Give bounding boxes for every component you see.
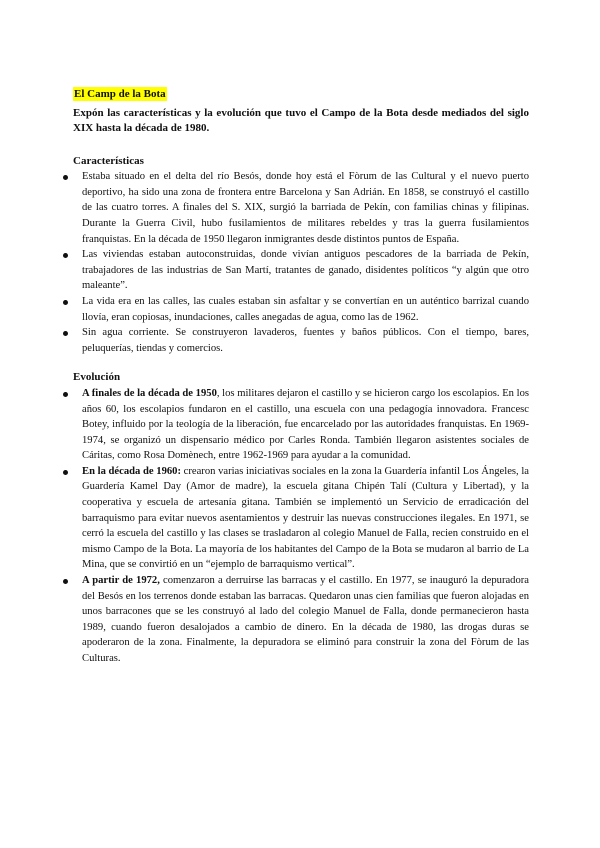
list-item-text: , los militares dejaron el castillo y se hicieron cargo los escolapios. En los años 60, los escolapios fundaron en el castillo, una escuela con una pedagogía innovadora. Francesc Botey, influido por la teología de la liberación, fue encarcelado por las autoridades franquistas. En 1969-1974, se organizó un dispensario médico por Carles Ronda. También llegaron asistentes sociales de Cáritas, como Rosa Domènech, entre 1962-1969 para ayudar a la comunidad. xyxy=(82,387,530,462)
list-item xyxy=(73,247,529,294)
bullet-icon xyxy=(63,300,68,305)
essay-question: Expón las características y la evolución que tuvo el Campo de la Bota desde mediados del siglo XIX hasta la década de 1980. xyxy=(73,106,529,135)
evolution-heading: Evolución xyxy=(73,371,121,384)
document-page xyxy=(73,87,529,667)
list-item xyxy=(73,464,529,573)
bullet-icon xyxy=(63,331,68,336)
list-item xyxy=(73,573,529,667)
list-item-text: Las viviendas estaban autoconstruidas, donde vivían antiguos pescadores de la barriada de Pekín, trabajadores de las industrias de San Martí, tratantes de ganado, disidentes políticos “y algún que otro maleante”. xyxy=(82,249,529,292)
list-item-text: La vida era en las calles, las cuales estaban sin asfaltar y se convertían en un auténtico barrizal cuando llovía, eran copiosas, inundaciones, calles anegadas de agua, como las de 1962. xyxy=(82,295,529,323)
bullet-icon xyxy=(63,470,68,475)
list-item-lead: A partir de 1972, xyxy=(82,575,160,587)
bullet-icon xyxy=(63,253,68,258)
bullet-icon xyxy=(63,392,68,397)
list-item-text: comenzaron a derruirse las barracas y el castillo. En 1977, se inauguró la depuradora del Besós en los terrenos donde estaban las barracas. Quedaron unas cien familias que fueron alojadas en unos barracones que se les construyó al lado del colegio Manuel de Falla, donde permanecieron hasta 1989, cuando fueron desalojados a cambio de dinero. En la década de 1980, las drogas duras se apoderaron de la zona. Finalmente, la depuradora se eliminó para construir la zona del Fòrum de las Culturas. xyxy=(82,575,529,664)
document-title-line xyxy=(73,87,529,103)
characteristics-heading: Características xyxy=(73,154,144,167)
bullet-icon xyxy=(63,579,68,584)
list-item xyxy=(73,169,529,247)
list-item xyxy=(73,325,529,356)
evolution-list xyxy=(73,386,529,667)
list-item xyxy=(73,386,529,464)
bullet-icon xyxy=(63,175,68,180)
list-item-lead: A finales de la década de 1950 xyxy=(82,387,217,399)
list-item-lead: En la década de 1960: xyxy=(82,465,181,477)
list-item-text: Sin agua corriente. Se construyeron lavaderos, fuentes y baños públicos. Con el tiempo, bares, peluquerías, tiendas y comercios. xyxy=(82,327,529,354)
list-item-text: Estaba situado en el delta del río Besós, donde hoy está el Fòrum de las Cultural y el nuevo puerto deportivo, ha sido una zona de frontera entre Barcelona y San Adrián. En 1858, se construyó el castillo de las cuatro torres. A finales del S. XIX, surgió la barriada de Pekín, con familias chinas y filipinas. Durante la Guerra Civil, hubo fusilamientos de militares rebeldes y tras la guerra fusilamientos franquistas. En la década de 1950 llegaron inmigrantes desde distintos puntos de España. xyxy=(82,171,529,245)
document-title: El Camp de la Bota xyxy=(74,88,166,100)
list-item xyxy=(73,294,529,325)
characteristics-list xyxy=(73,169,529,356)
list-item-text: crearon varias iniciativas sociales en la zona la Guardería infantil Los Ángeles, la Guardería Kamel Day (Amor de madre), la escuela gitana Chipén Talí (Cultura y Libertad), y la cooperativa y escuela de artesanía gitana. También se implementó un Servicio de erradicación del barraquismo para evitar nuevos asentamientos y destruir las nuevas construcciones ilegales. En 1971, se cerró la escuela del castillo y las clases se trasladaron al colegio Manuel de Falla, recien construido en el mismo Campo de la Bota. La mayoría de los habitantes del Campo de la Bota se mudaron al barrio de La Mina, que se convirtió en un “ejemplo de barraquismo vertical”. xyxy=(82,465,529,571)
